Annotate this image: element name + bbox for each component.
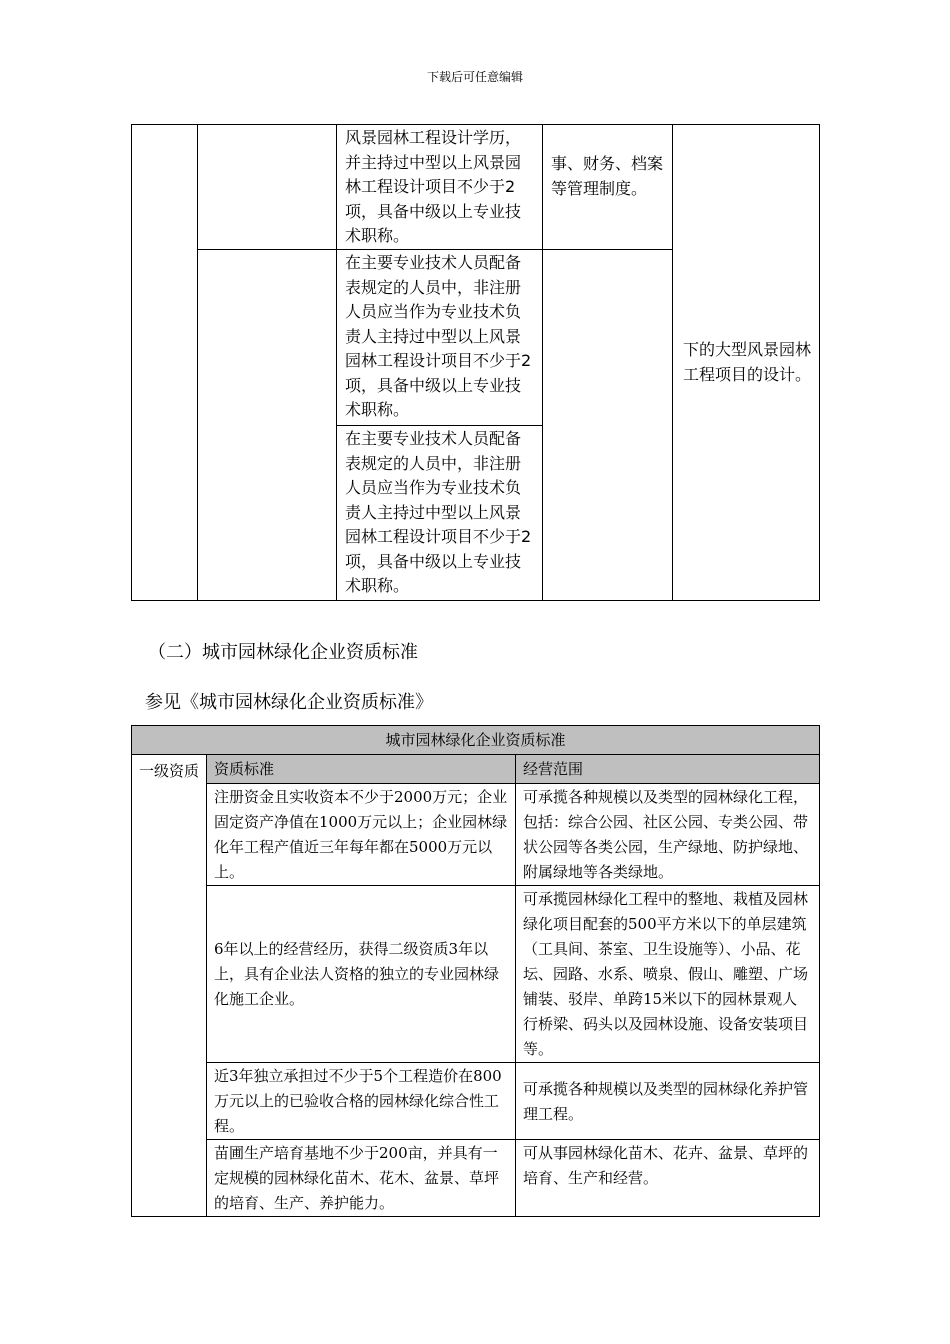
table1-category-cell	[198, 125, 337, 250]
table-cell-standard: 注册资金且实收资本不少于2000万元；企业固定资产净值在1000万元以上；企业园林绿化年工程产值近三年每年都在5000万元以上。	[207, 784, 516, 886]
table1-scope-text: 下的大型风景园林工程项目的设计。	[673, 125, 820, 601]
page-header: 下载后可任意编辑	[426, 70, 523, 84]
table2-col-standard: 资质标准	[207, 755, 516, 784]
table2-grade: 一级资质	[132, 755, 207, 1217]
table-cell-scope: 可从事园林绿化苗木、花卉、盆景、草坪的培育、生产和经营。	[516, 1140, 820, 1217]
table2-col-scope: 经营范围	[516, 755, 820, 784]
table1-empty-cell	[543, 250, 673, 601]
landscaping-qualification-table	[131, 725, 820, 1217]
table1-requirement-2: 在主要专业技术人员配备表规定的人员中，非注册人员应当作为专业技术负责人主持过中型以上风景园林工程设计项目不少于2项，具备中级以上专业技术职称。	[337, 250, 543, 426]
design-qualification-table-continued	[131, 124, 820, 601]
table-cell-standard: 苗圃生产培育基地不少于200亩，并具有一定规模的园林绿化苗木、花木、盆景、草坪的培育、生产、养护能力。	[207, 1140, 516, 1217]
table1-grade-cell	[132, 125, 198, 601]
table1-requirement-3: 在主要专业技术人员配备表规定的人员中，非注册人员应当作为专业技术负责人主持过中型以上风景园林工程设计项目不少于2项，具备中级以上专业技术职称。	[337, 426, 543, 601]
table-cell-standard: 6年以上的经营经历，获得二级资质3年以上，具有企业法人资格的独立的专业园林绿化施工企业。	[207, 886, 516, 1063]
table1-category-cell-2	[198, 250, 337, 601]
table1-management-text: 事、财务、档案等管理制度。	[543, 125, 673, 250]
section-heading: （二）城市园林绿化企业资质标准	[148, 642, 418, 663]
table-cell-scope: 可承揽各种规模以及类型的园林绿化工程，包括：综合公园、社区公园、专类公园、带状公园等各类公园，生产绿地、防护绿地、附属绿地等各类绿地。	[516, 784, 820, 886]
table-cell-standard: 近3年独立承担过不少于5个工程造价在800万元以上的已验收合格的园林绿化综合性工程。	[207, 1063, 516, 1140]
table2-title: 城市园林绿化企业资质标准	[132, 726, 820, 755]
table-cell-scope: 可承揽园林绿化工程中的整地、栽植及园林绿化项目配套的500平方米以下的单层建筑（工具间、茶室、卫生设施等）、小品、花坛、园路、水系、喷泉、假山、雕塑、广场铺装、驳岸、单跨15米以下的园林景观人行桥梁、码头以及园林设施、设备安装项目等。	[516, 886, 820, 1063]
table-cell-scope: 可承揽各种规模以及类型的园林绿化养护管理工程。	[516, 1063, 820, 1140]
table1-requirement-1: 风景园林工程设计学历，并主持过中型以上风景园林工程设计项目不少于2项，具备中级以上专业技术职称。	[337, 125, 543, 250]
section-reference: 参见《城市园林绿化企业资质标准》	[145, 692, 433, 713]
